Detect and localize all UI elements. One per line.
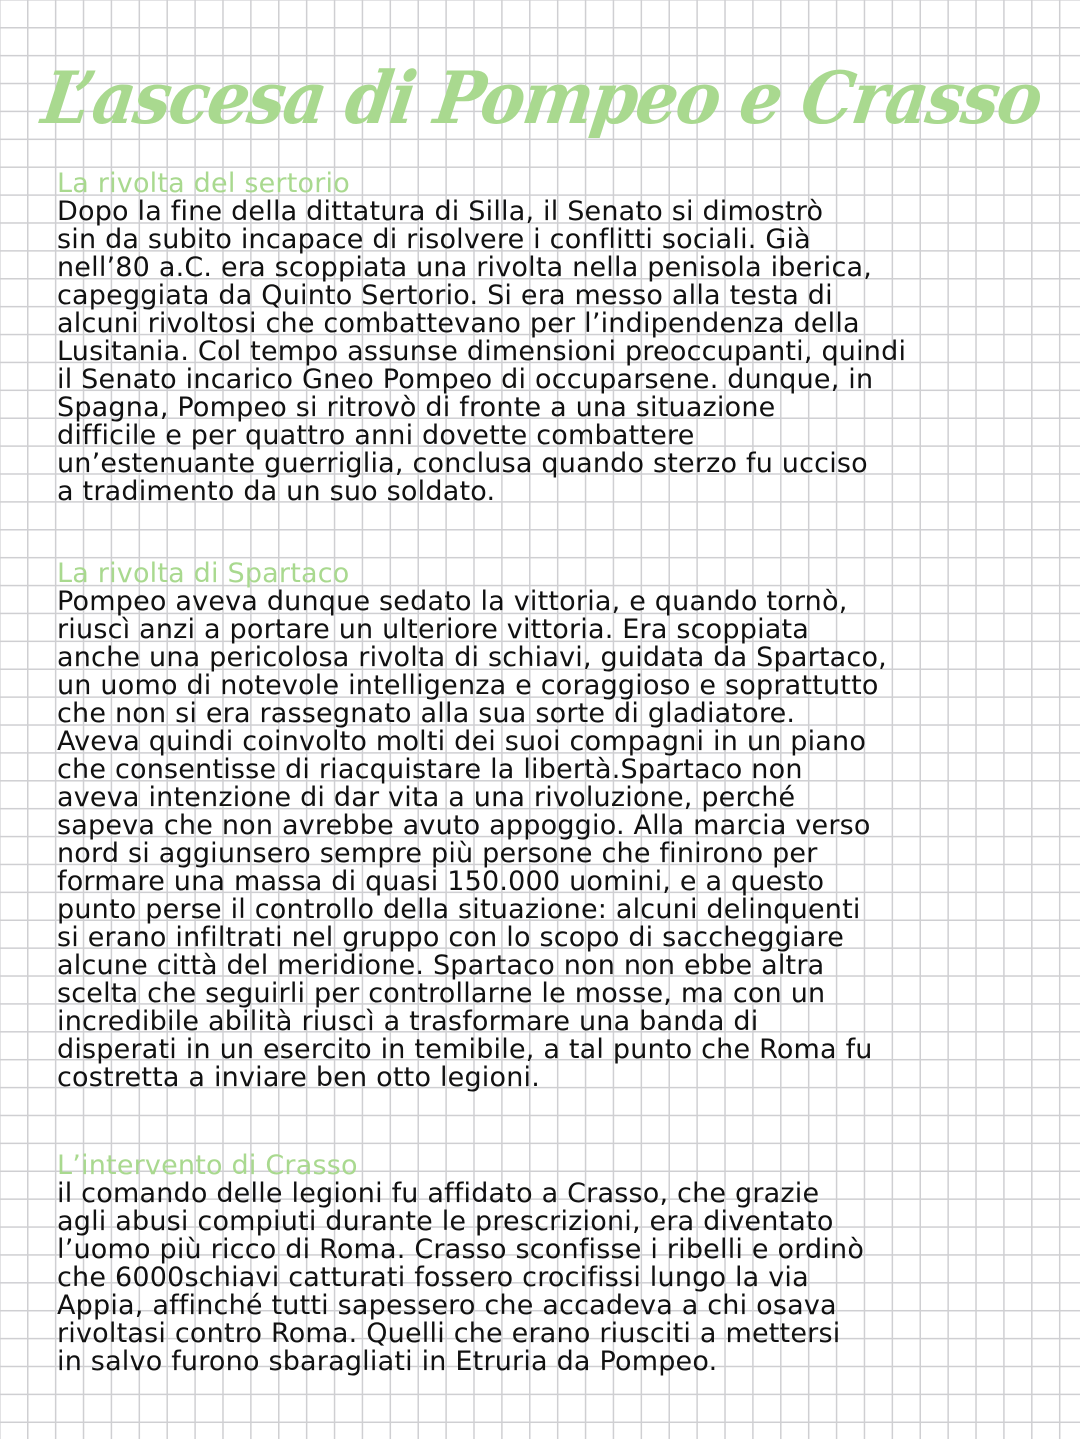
paragraph-line: alcune città del meridione. Spartaco non non ebbe altra (57, 950, 825, 981)
paragraph-line: si erano infiltrati nel gruppo con lo scopo di saccheggiare (57, 922, 845, 953)
paragraph-line: che non si era rassegnato alla sua sorte di gladiatore. (57, 698, 796, 729)
page-title: L’ascesa di Pompeo e Crasso (37, 55, 1047, 140)
paragraph-line: l’uomo più ricco di Roma. Crasso sconfisse i ribelli e ordinò (57, 1234, 865, 1265)
paragraph-line: nord si aggiunsero sempre più persone che finirono per (57, 838, 818, 869)
section-heading: La rivolta di Spartaco (57, 558, 350, 589)
paragraph-line: in salvo furono sbaragliati in Etruria da Pompeo. (57, 1346, 718, 1377)
paragraph-line: che consentisse di riacquistare la libertà.Spartaco non (57, 754, 803, 785)
paragraph-line: nell’80 a.C. era scoppiata una rivolta nella penisola iberica, (57, 252, 873, 283)
paragraph-line: agli abusi compiuti durante le prescrizioni, era diventato (57, 1206, 834, 1237)
paragraph-line: Aveva quindi coinvolto molti dei suoi compagni in un piano (57, 726, 867, 757)
paragraph-line: un’estenuante guerriglia, conclusa quando sterzo fu ucciso (57, 448, 868, 479)
paragraph-line: a tradimento da un suo soldato. (57, 476, 496, 507)
section-heading: La rivolta del sertorio (57, 168, 350, 199)
paragraph-line: riuscì anzi a portare un ulteriore vittoria. Era scoppiata (57, 614, 810, 645)
paragraph-line: costretta a inviare ben otto legioni. (57, 1062, 541, 1093)
paragraph-line: capeggiata da Quinto Sertorio. Si era messo alla testa di (57, 280, 833, 311)
paragraph-line: Lusitania. Col tempo assunse dimensioni preoccupanti, quindi (57, 336, 907, 367)
section-spartaco (57, 560, 1057, 1092)
paragraph-line: il Senato incarico Gneo Pompeo di occuparsene. dunque, in (57, 364, 874, 395)
paragraph-line: anche una pericolosa rivolta di schiavi, guidata da Spartaco, (57, 642, 887, 673)
paragraph-line: il comando delle legioni fu affidato a Crasso, che grazie (57, 1178, 820, 1209)
paragraph-line: difficile e per quattro anni dovette combattere (57, 420, 695, 451)
paragraph-line: Spagna, Pompeo si ritrovò di fronte a una situazione (57, 392, 776, 423)
paragraph-line: aveva intenzione di dar vita a una rivoluzione, perché (57, 782, 796, 813)
paragraph-line: scelta che seguirli per controllarne le mosse, ma con un (57, 978, 826, 1009)
paragraph-line: rivoltasi contro Roma. Quelli che erano riusciti a mettersi (57, 1318, 841, 1349)
section-crasso (57, 1152, 1057, 1376)
section-heading: L’intervento di Crasso (57, 1150, 358, 1181)
paragraph-line: un uomo di notevole intelligenza e coraggioso e soprattutto (57, 670, 879, 701)
paragraph-line: formare una massa di quasi 150.000 uomini, e a questo (57, 866, 825, 897)
paragraph-line: punto perse il controllo della situazione: alcuni delinquenti (57, 894, 861, 925)
paragraph-line: Pompeo aveva dunque sedato la vittoria, e quando tornò, (57, 586, 848, 617)
section-sertorio (57, 170, 1057, 506)
paragraph-line: che 6000schiavi catturati fossero crocifissi lungo la via (57, 1262, 809, 1293)
paragraph-line: incredibile abilità riuscì a trasformare una banda di (57, 1006, 759, 1037)
paragraph-line: sin da subito incapace di risolvere i conflitti sociali. Già (57, 224, 811, 255)
paragraph-line: alcuni rivoltosi che combattevano per l’indipendenza della (57, 308, 860, 339)
paragraph-line: sapeva che non avrebbe avuto appoggio. Alla marcia verso (57, 810, 871, 841)
paragraph-line: Appia, affinché tutti sapessero che accadeva a chi osava (57, 1290, 837, 1321)
paragraph-line: disperati in un esercito in temibile, a tal punto che Roma fu (57, 1034, 873, 1065)
paragraph-line: Dopo la fine della dittatura di Silla, il Senato si dimostrò (57, 196, 824, 227)
